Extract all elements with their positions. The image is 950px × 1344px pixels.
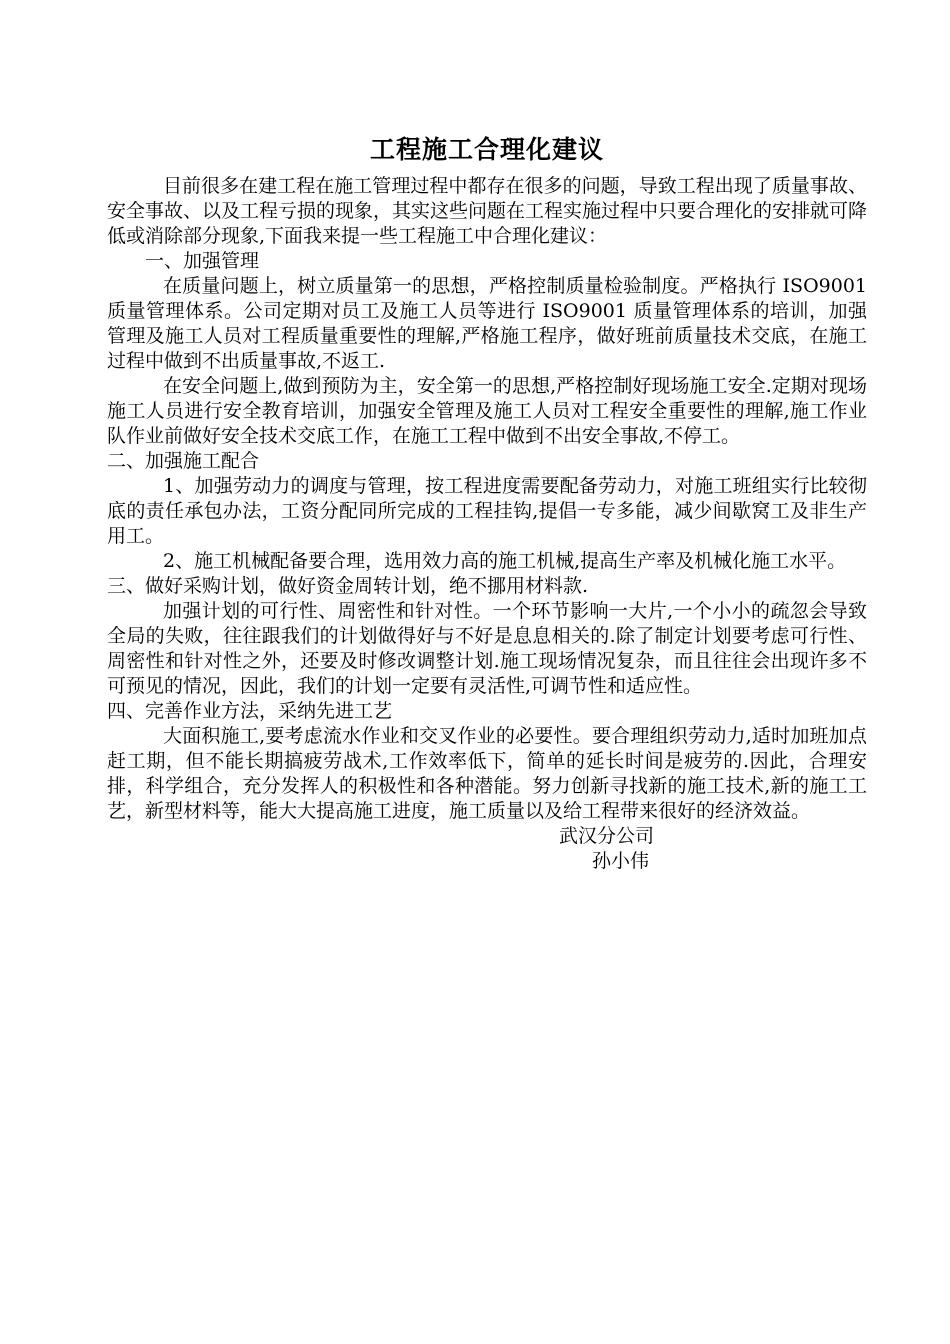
intro-paragraph: 目前很多在建工程在施工管理过程中都存在很多的问题，导致工程出现了质量事故、安全事故、以及工程亏损的现象，其实这些问题在工程实施过程中只要合理化的安排就可降低或消除部分现象,下面我来提一些工程施工中合理化建议： xyxy=(107,175,868,247)
section-heading-methods: 四、完善作业方法，采纳先进工艺 xyxy=(107,700,393,722)
section-heading-procurement: 三、做好采购计划，做好资金周转计划，绝不挪用材料款. xyxy=(107,575,589,597)
paragraph-methods: 大面积施工,要考虑流水作业和交叉作业的必要性。要合理组织劳动力,适时加班加点赶工期，但不能长期搞疲劳战术,工作效率低下，简单的延长时间是疲劳的.因此，合理安排，科学组合，充分发挥人的积极性和各种潜能。努力创新寻找新的施工技术,新的施工工艺，新型材料等，能大大提高施工进度，施工质量以及给工程带来很好的经济效益。 xyxy=(107,725,867,822)
paragraph-safety: 在安全问题上,做到预防为主，安全第一的思想,严格控制好现场施工安全.定期对现场施工人员进行安全教育培训，加强安全管理及施工人员对工程安全重要性的理解,施工作业队作业前做好安全技术交底工作，在施工工程中做到不出安全事故,不停工。 xyxy=(107,375,867,447)
section-heading-management: 一、加强管理 xyxy=(145,250,260,272)
paragraph-quality: 在质量问题上，树立质量第一的思想，严格控制质量检验制度。严格执行 ISO9001 质量管理体系。公司定期对员工及施工人员等进行 ISO9001 质量管理体系的培训，加强管理及施工人员对工程质量重要性的理解,严格施工程序，做好班前质量技术交底，在施工过程中做到不出质量事故,不返工. xyxy=(107,275,867,372)
paragraph-planning: 加强计划的可行性、周密性和针对性。一个环节影响一大片,一个小小的疏忽会导致全局的失败，往往跟我们的计划做得好与不好是息息相关的.除了制定计划要考虑可行性、周密性和针对性之外，还要及时修改调整计划.施工现场情况复杂，而且往往会出现许多不可预见的情况，因此，我们的计划一定要有灵活性,可调节性和适应性。 xyxy=(107,600,867,697)
document-title: 工程施工合理化建议 xyxy=(369,135,604,164)
document-page xyxy=(107,132,867,874)
paragraph-machinery: 2、施工机械配备要合理，选用效力高的施工机械,提高生产率及机械化施工水平。 xyxy=(163,550,847,572)
signature-company: 武汉分公司 xyxy=(559,825,655,847)
section-heading-coordination: 二、加强施工配合 xyxy=(107,450,260,472)
paragraph-labor: 1、加强劳动力的调度与管理，按工程进度需要配备劳动力，对施工班组实行比较彻底的责任承包办法，工资分配同所完成的工程挂钩,提倡一专多能，减少间歇窝工及非生产用工。 xyxy=(107,475,867,547)
signature-name: 孙小伟 xyxy=(592,850,650,872)
